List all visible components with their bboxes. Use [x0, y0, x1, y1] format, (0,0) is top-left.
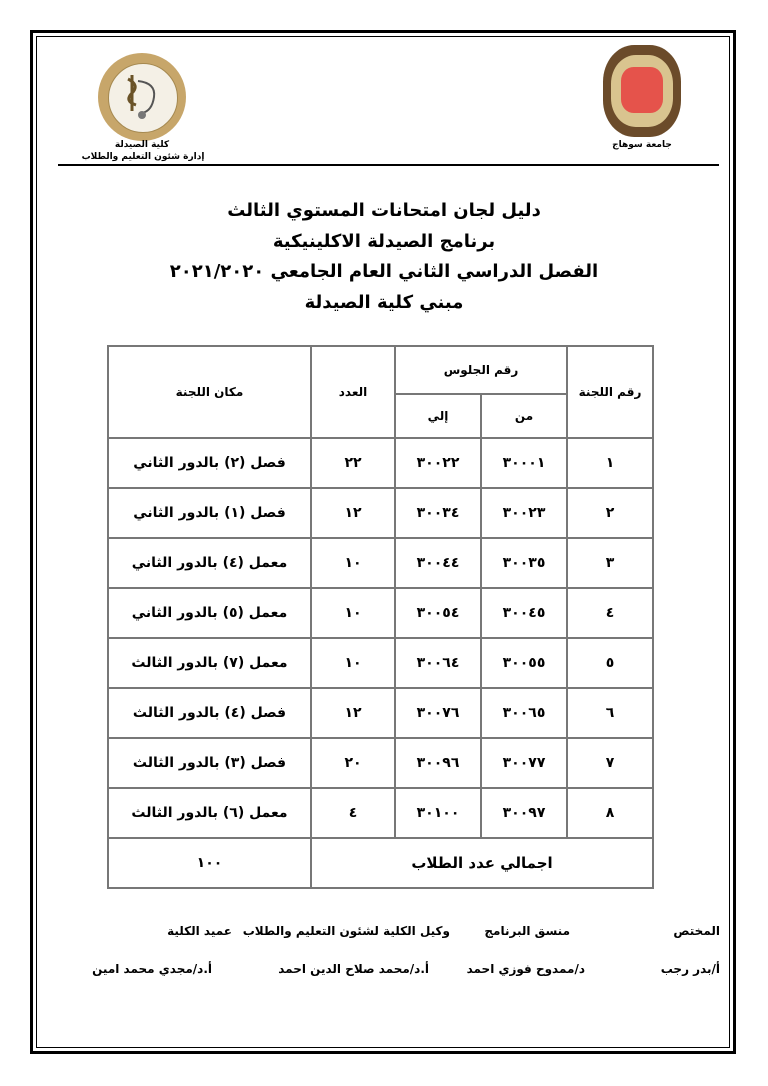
cell-location: فصل (٢) بالدور الثاني [108, 438, 311, 488]
cell-count: ١٠ [311, 638, 395, 688]
cell-location: معمل (٦) بالدور الثالث [108, 788, 311, 838]
left-caption-line1: كلية الصيدلة [114, 140, 170, 150]
table-row [108, 438, 653, 488]
cell-to: ٣٠٠٩٦ [395, 738, 481, 788]
cell-committee-no: ٣ [567, 538, 653, 588]
cell-to: ٣٠١٠٠ [395, 788, 481, 838]
cell-location: فصل (١) بالدور الثاني [108, 488, 311, 538]
header-divider [58, 164, 719, 166]
cell-from: ٣٠٠٠١ [481, 438, 567, 488]
header-seat-number: رقم الجلوس [395, 346, 567, 394]
header-committee-no: رقم اللجنة [567, 346, 653, 438]
clinical-pharmacy-logo [98, 53, 186, 141]
right-caption: جامعة سوهاج [612, 140, 672, 150]
cell-committee-no: ٨ [567, 788, 653, 838]
cell-committee-no: ٥ [567, 638, 653, 688]
table-row [108, 538, 653, 588]
cell-committee-no: ٤ [567, 588, 653, 638]
cell-committee-no: ٢ [567, 488, 653, 538]
signature-title-coordinator: منسق البرنامج [484, 924, 570, 938]
header-count: العدد [311, 346, 395, 438]
cell-location: فصل (٤) بالدور الثالث [108, 688, 311, 738]
cell-count: ١٢ [311, 688, 395, 738]
cell-to: ٣٠٠٤٤ [395, 538, 481, 588]
table-row [108, 688, 653, 738]
signature-name-vice-dean: أ.د/محمد صلاح الدين احمد [278, 962, 429, 976]
cell-from: ٣٠٠٩٧ [481, 788, 567, 838]
signature-name-specialist: أ/بدر رجب [660, 962, 720, 976]
title-line-4: مبني كلية الصيدلة [304, 292, 464, 313]
cell-committee-no: ٦ [567, 688, 653, 738]
table-row [108, 738, 653, 788]
header-from: من [481, 394, 567, 438]
cell-count: ٢٢ [311, 438, 395, 488]
cell-location: معمل (٥) بالدور الثاني [108, 588, 311, 638]
title-line-1: دليل لجان امتحانات المستوي الثالث [227, 200, 541, 221]
title-line-2: برنامج الصيدلة الاكلينيكية [272, 231, 496, 252]
caduceus-stethoscope-icon [118, 71, 166, 123]
table-row [108, 788, 653, 838]
cell-from: ٣٠٠٢٣ [481, 488, 567, 538]
cell-from: ٣٠٠٤٥ [481, 588, 567, 638]
cell-committee-no: ١ [567, 438, 653, 488]
cell-location: فصل (٣) بالدور الثالث [108, 738, 311, 788]
cell-from: ٣٠٠٥٥ [481, 638, 567, 688]
cell-from: ٣٠٠٧٧ [481, 738, 567, 788]
signature-name-dean: أ.د/مجدي محمد امين [92, 962, 212, 976]
cell-to: ٣٠٠٢٢ [395, 438, 481, 488]
cell-to: ٣٠٠٧٦ [395, 688, 481, 738]
total-label: اجمالي عدد الطلاب [311, 838, 653, 888]
signature-title-vice-dean: وكيل الكلية لشئون التعليم والطلاب [242, 924, 450, 938]
cell-count: ٤ [311, 788, 395, 838]
cell-to: ٣٠٠٣٤ [395, 488, 481, 538]
cell-count: ١٠ [311, 588, 395, 638]
cell-count: ١٠ [311, 538, 395, 588]
cell-count: ٢٠ [311, 738, 395, 788]
cell-committee-no: ٧ [567, 738, 653, 788]
cell-from: ٣٠٠٣٥ [481, 538, 567, 588]
cell-location: معمل (٧) بالدور الثالث [108, 638, 311, 688]
table-row [108, 638, 653, 688]
left-caption-line2: إدارة شئون التعليم والطلاب [81, 152, 205, 162]
title-line-3: الفصل الدراسي الثاني العام الجامعي ٢٠٢١/٢٠٢٠ [169, 261, 599, 282]
total-value: ١٠٠ [108, 838, 311, 888]
table-row [108, 588, 653, 638]
table-row [108, 488, 653, 538]
sohag-university-logo [603, 45, 681, 137]
committees-table [107, 345, 654, 889]
cell-to: ٣٠٠٦٤ [395, 638, 481, 688]
signature-title-dean: عميد الكلية [167, 924, 232, 938]
header-to: إلي [395, 394, 481, 438]
cell-count: ١٢ [311, 488, 395, 538]
cell-from: ٣٠٠٦٥ [481, 688, 567, 738]
signature-name-coordinator: د/ممدوح فوزي احمد [466, 962, 585, 976]
cell-location: معمل (٤) بالدور الثاني [108, 538, 311, 588]
signature-title-specialist: المختص [673, 924, 720, 938]
header-location: مكان اللجنة [108, 346, 311, 438]
cell-to: ٣٠٠٥٤ [395, 588, 481, 638]
